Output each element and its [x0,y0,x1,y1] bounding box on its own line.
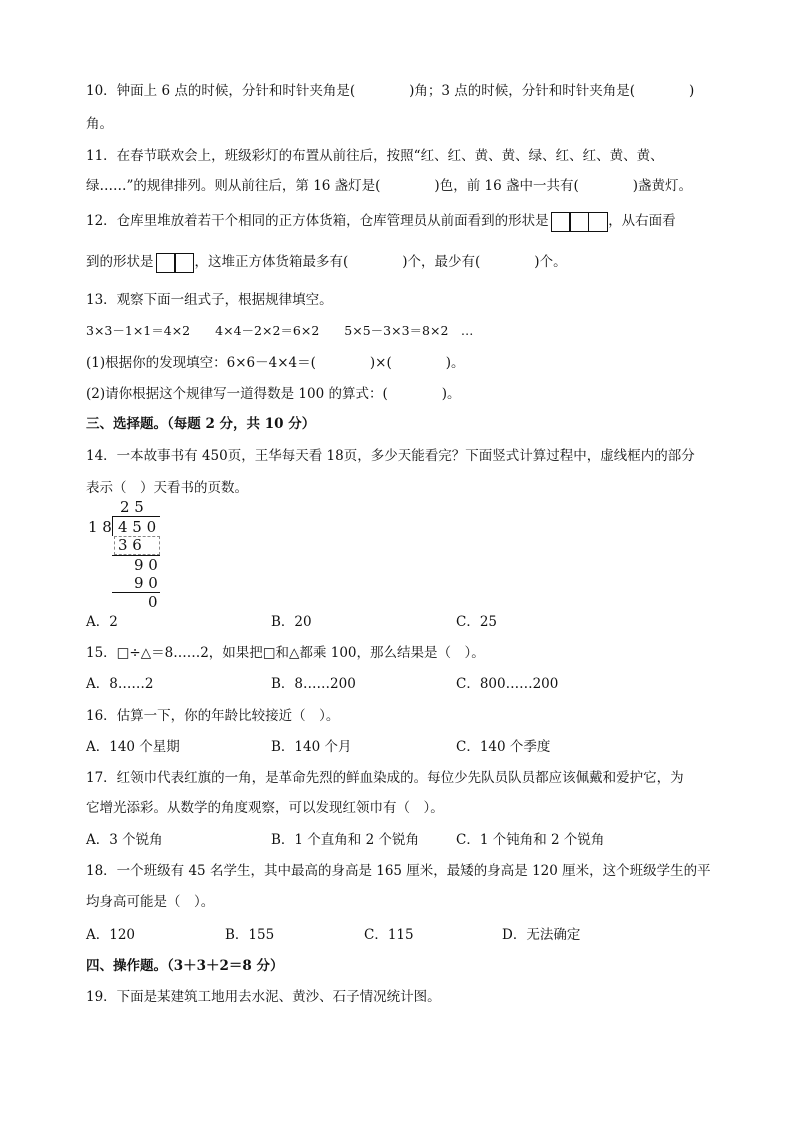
q11-line1: 11．在春节联欢会上，班级彩灯的布置从前往后，按照“红、红、黄、黄、绿、红、红、黄、黄、 [86,148,664,164]
q17-line1: 17．红领巾代表红旗的一角，是革命先烈的鲜血染成的。每位少先队员队员都应该佩戴和爱护它，为 [86,770,684,786]
q12-line2 [86,252,567,273]
q13-sub2: (2)请你根据这个规律写一道得数是 100 的算式：( )。 [86,386,461,402]
q18-option-c[interactable]: C．115 [364,927,414,943]
q15-line: 15．□÷△＝8……2，如果把□和△都乘 100，那么结果是（ ）。 [86,645,485,661]
q11-line2: 绿……”的规律排列。则从前往后，第 16 盏灯是( )色，前 16 盏中一共有( )盏黄灯。 [86,178,692,194]
division-quotient: 2 5 [120,498,144,516]
q17-option-c[interactable]: C．1 个钝角和 2 个锐角 [456,832,605,848]
long-division [86,496,176,611]
q12-line1-text-a: 12．仓库里堆放着若干个相同的正方体货箱，仓库管理员从前面看到的形状是 [86,213,549,229]
front-view-shape [551,211,607,232]
q14-option-b[interactable]: B．20 [271,614,312,630]
q13-formulas: 3×3－1×1＝4×2 4×4－2×2＝6×2 5×5－3×3＝8×2 … [86,323,474,338]
right-view-shape [156,252,193,273]
q18-option-d[interactable]: D．无法确定 [502,927,581,943]
q17-option-b[interactable]: B．1 个直角和 2 个锐角 [271,832,419,848]
division-dividend: 4 5 0 [118,518,157,536]
q10-line1: 10．钟面上 6 点的时候，分针和时针夹角是( )角；3 点的时候，分针和时针夹角是( ) [86,83,695,99]
q13-title: 13．观察下面一组式子，根据规律填空。 [86,292,333,308]
q18-line1: 18．一个班级有 45 名学生，其中最高的身高是 165 厘米，最矮的身高是 120 厘米，这个班级学生的平 [86,863,711,879]
q12-line1-text-b: ，从右面看 [608,213,676,229]
q18-option-b[interactable]: B．155 [225,927,275,943]
q12-line2-text-a: 到的形状是 [86,254,154,270]
q14-option-a[interactable]: A．2 [86,614,118,630]
q14-line1: 14．一本故事书有 450页，王华每天看 18页，多少天能看完？下面竖式计算过程中，虚线框内的部分 [86,448,695,464]
q14-option-c[interactable]: C．25 [456,614,498,630]
q12-line2-text-b: ，这堆正方体货箱最多有( )个，最少有( )个。 [194,254,567,270]
q15-option-b[interactable]: B．8……200 [271,676,356,692]
section-three-heading: 三、选择题。（每题 2 分，共 10 分） [86,416,316,432]
division-remainder: 0 [148,593,158,611]
division-step2: 9 0 [134,556,158,574]
q15-option-c[interactable]: C．800……200 [456,676,559,692]
division-bar [112,516,160,517]
division-step3: 9 0 [134,574,158,592]
q19-line: 19．下面是某建筑工地用去水泥、黄沙、石子情况统计图。 [86,989,441,1005]
division-step1: 3 6 [118,536,142,554]
q16-option-c[interactable]: C．140 个季度 [456,739,551,755]
q17-line2: 它增光添彩。从数学的角度观察，可以发现红领巾有（ ）。 [86,800,444,816]
q17-option-a[interactable]: A．3 个锐角 [86,832,163,848]
division-bracket [112,516,113,536]
q14-line2: 表示（ ）天看书的页数。 [86,480,248,496]
q16-option-b[interactable]: B．140 个月 [271,739,352,755]
q16-option-a[interactable]: A．140 个星期 [86,739,180,755]
section-four-heading: 四、操作题。（3＋3＋2＝8 分） [86,958,284,974]
q18-line2: 均身高可能是（ ）。 [86,894,215,910]
q16-line: 16．估算一下，你的年龄比较接近（ ）。 [86,708,340,724]
division-divisor: 1 8 [88,518,112,536]
q12-line1 [86,211,676,232]
q13-sub1: (1)根据你的发现填空：6×6－4×4＝( )×( )。 [86,355,465,371]
q10-line2: 角。 [86,116,113,132]
q18-option-a[interactable]: A．120 [86,927,136,943]
q15-option-a[interactable]: A．8……2 [86,676,154,692]
